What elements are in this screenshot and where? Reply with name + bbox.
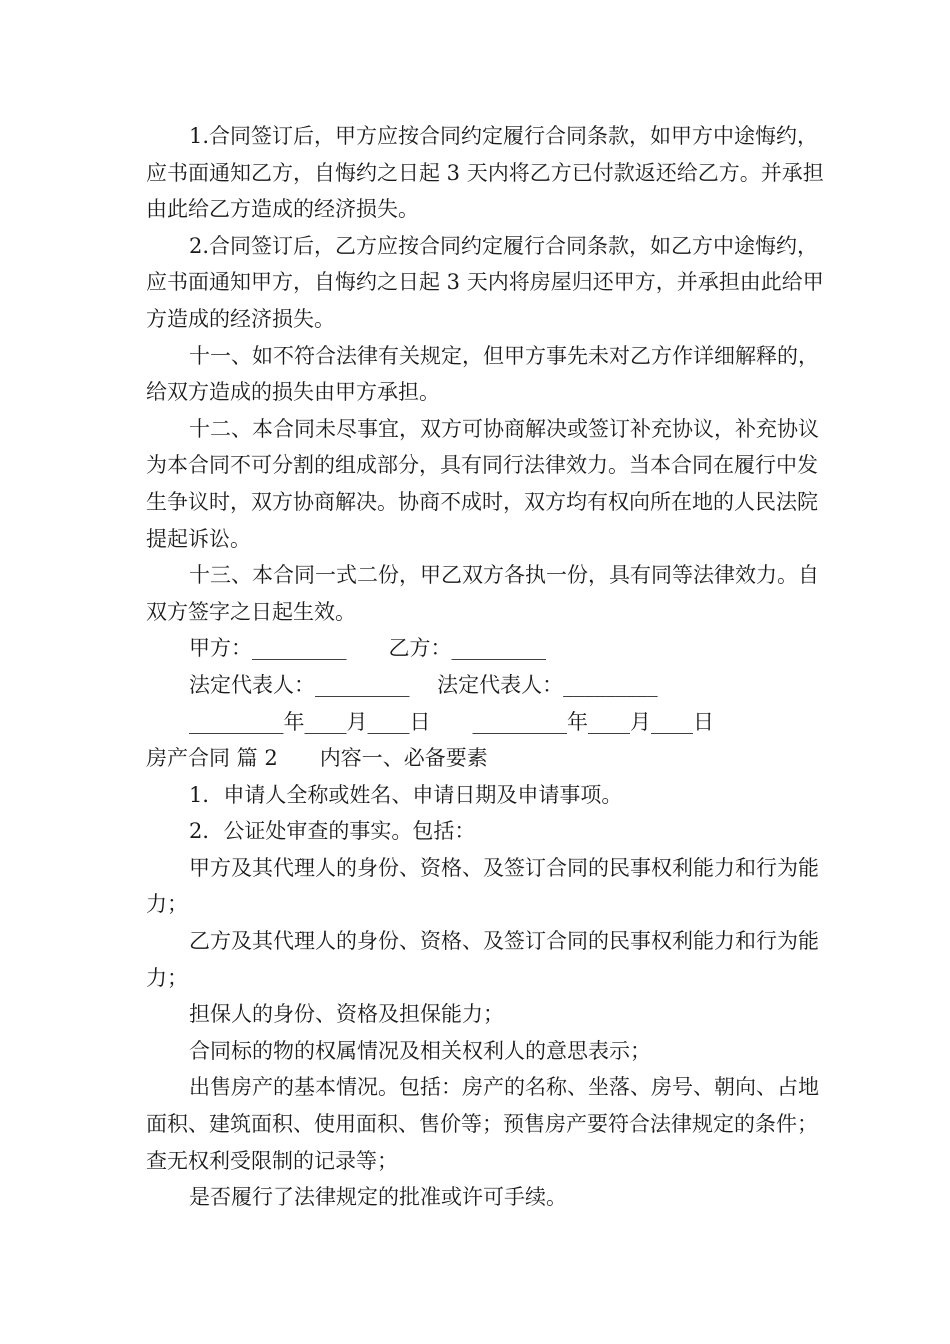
- clause-twelve: 十二、本合同未尽事宜，双方可协商解决或签订补充协议，补充协议为本合同不可分割的组成部分，具有同行法律效力。当本合同在履行中发生争议时，双方协商解决。协商不成时，双方均有权向所在地的人民法院提起诉讼。: [146, 416, 819, 551]
- signature-representative-line: 法定代表人：_________ 法定代表人：_________: [189, 672, 658, 697]
- fact-item-ownership: 合同标的物的权属情况及相关权利人的意思表示；: [189, 1038, 651, 1063]
- clause-paragraph-1: 1.合同签订后，甲方应按合同约定履行合同条款，如甲方中途悔约，应书面通知乙方，自悔约之日起 3 天内将乙方已付款返还给乙方。并承担由此给乙方造成的经济损失。: [146, 124, 824, 222]
- section-heading: 房产合同 篇 2 内容一、必备要素: [146, 746, 488, 771]
- clause-thirteen: 十三、本合同一式二份，甲乙双方各执一份，具有同等法律效力。自双方签字之日起生效。: [146, 563, 819, 624]
- list-item-2: 2．公证处审查的事实。包括：: [189, 819, 476, 844]
- document-body: [146, 118, 826, 1216]
- fact-item-approval: 是否履行了法律规定的批准或许可手续。: [189, 1185, 567, 1210]
- clause-eleven: 十一、如不符合法律有关规定，但甲方事先未对乙方作详细解释的，给双方造成的损失由甲方承担。: [146, 343, 819, 405]
- fact-item-property-info: 出售房产的基本情况。包括：房产的名称、坐落、房号、朝向、占地面积、建筑面积、使用面积、售价等；预售房产要符合法律规定的条件；查无权利受限制的记录等；: [146, 1075, 819, 1173]
- fact-item-party-b: 乙方及其代理人的身份、资格、及签订合同的民事权利能力和行为能力；: [146, 929, 819, 990]
- list-item-1: 1．申请人全称或姓名、申请日期及申请事项。: [189, 782, 623, 807]
- clause-paragraph-2: 2.合同签订后，乙方应按合同约定履行合同条款，如乙方中途悔约，应书面通知甲方，自悔约之日起 3 天内将房屋归还甲方，并承担由此给甲方造成的经济损失。: [146, 233, 824, 331]
- fact-item-party-a: 甲方及其代理人的身份、资格、及签订合同的民事权利能力和行为能力；: [146, 855, 819, 917]
- fact-item-guarantor: 担保人的身份、资格及担保能力；: [189, 1002, 504, 1027]
- signature-party-line: 甲方：_________ 乙方：_________: [189, 636, 546, 661]
- signature-date-line: _________年____月____日 _________年____月____日: [189, 709, 714, 734]
